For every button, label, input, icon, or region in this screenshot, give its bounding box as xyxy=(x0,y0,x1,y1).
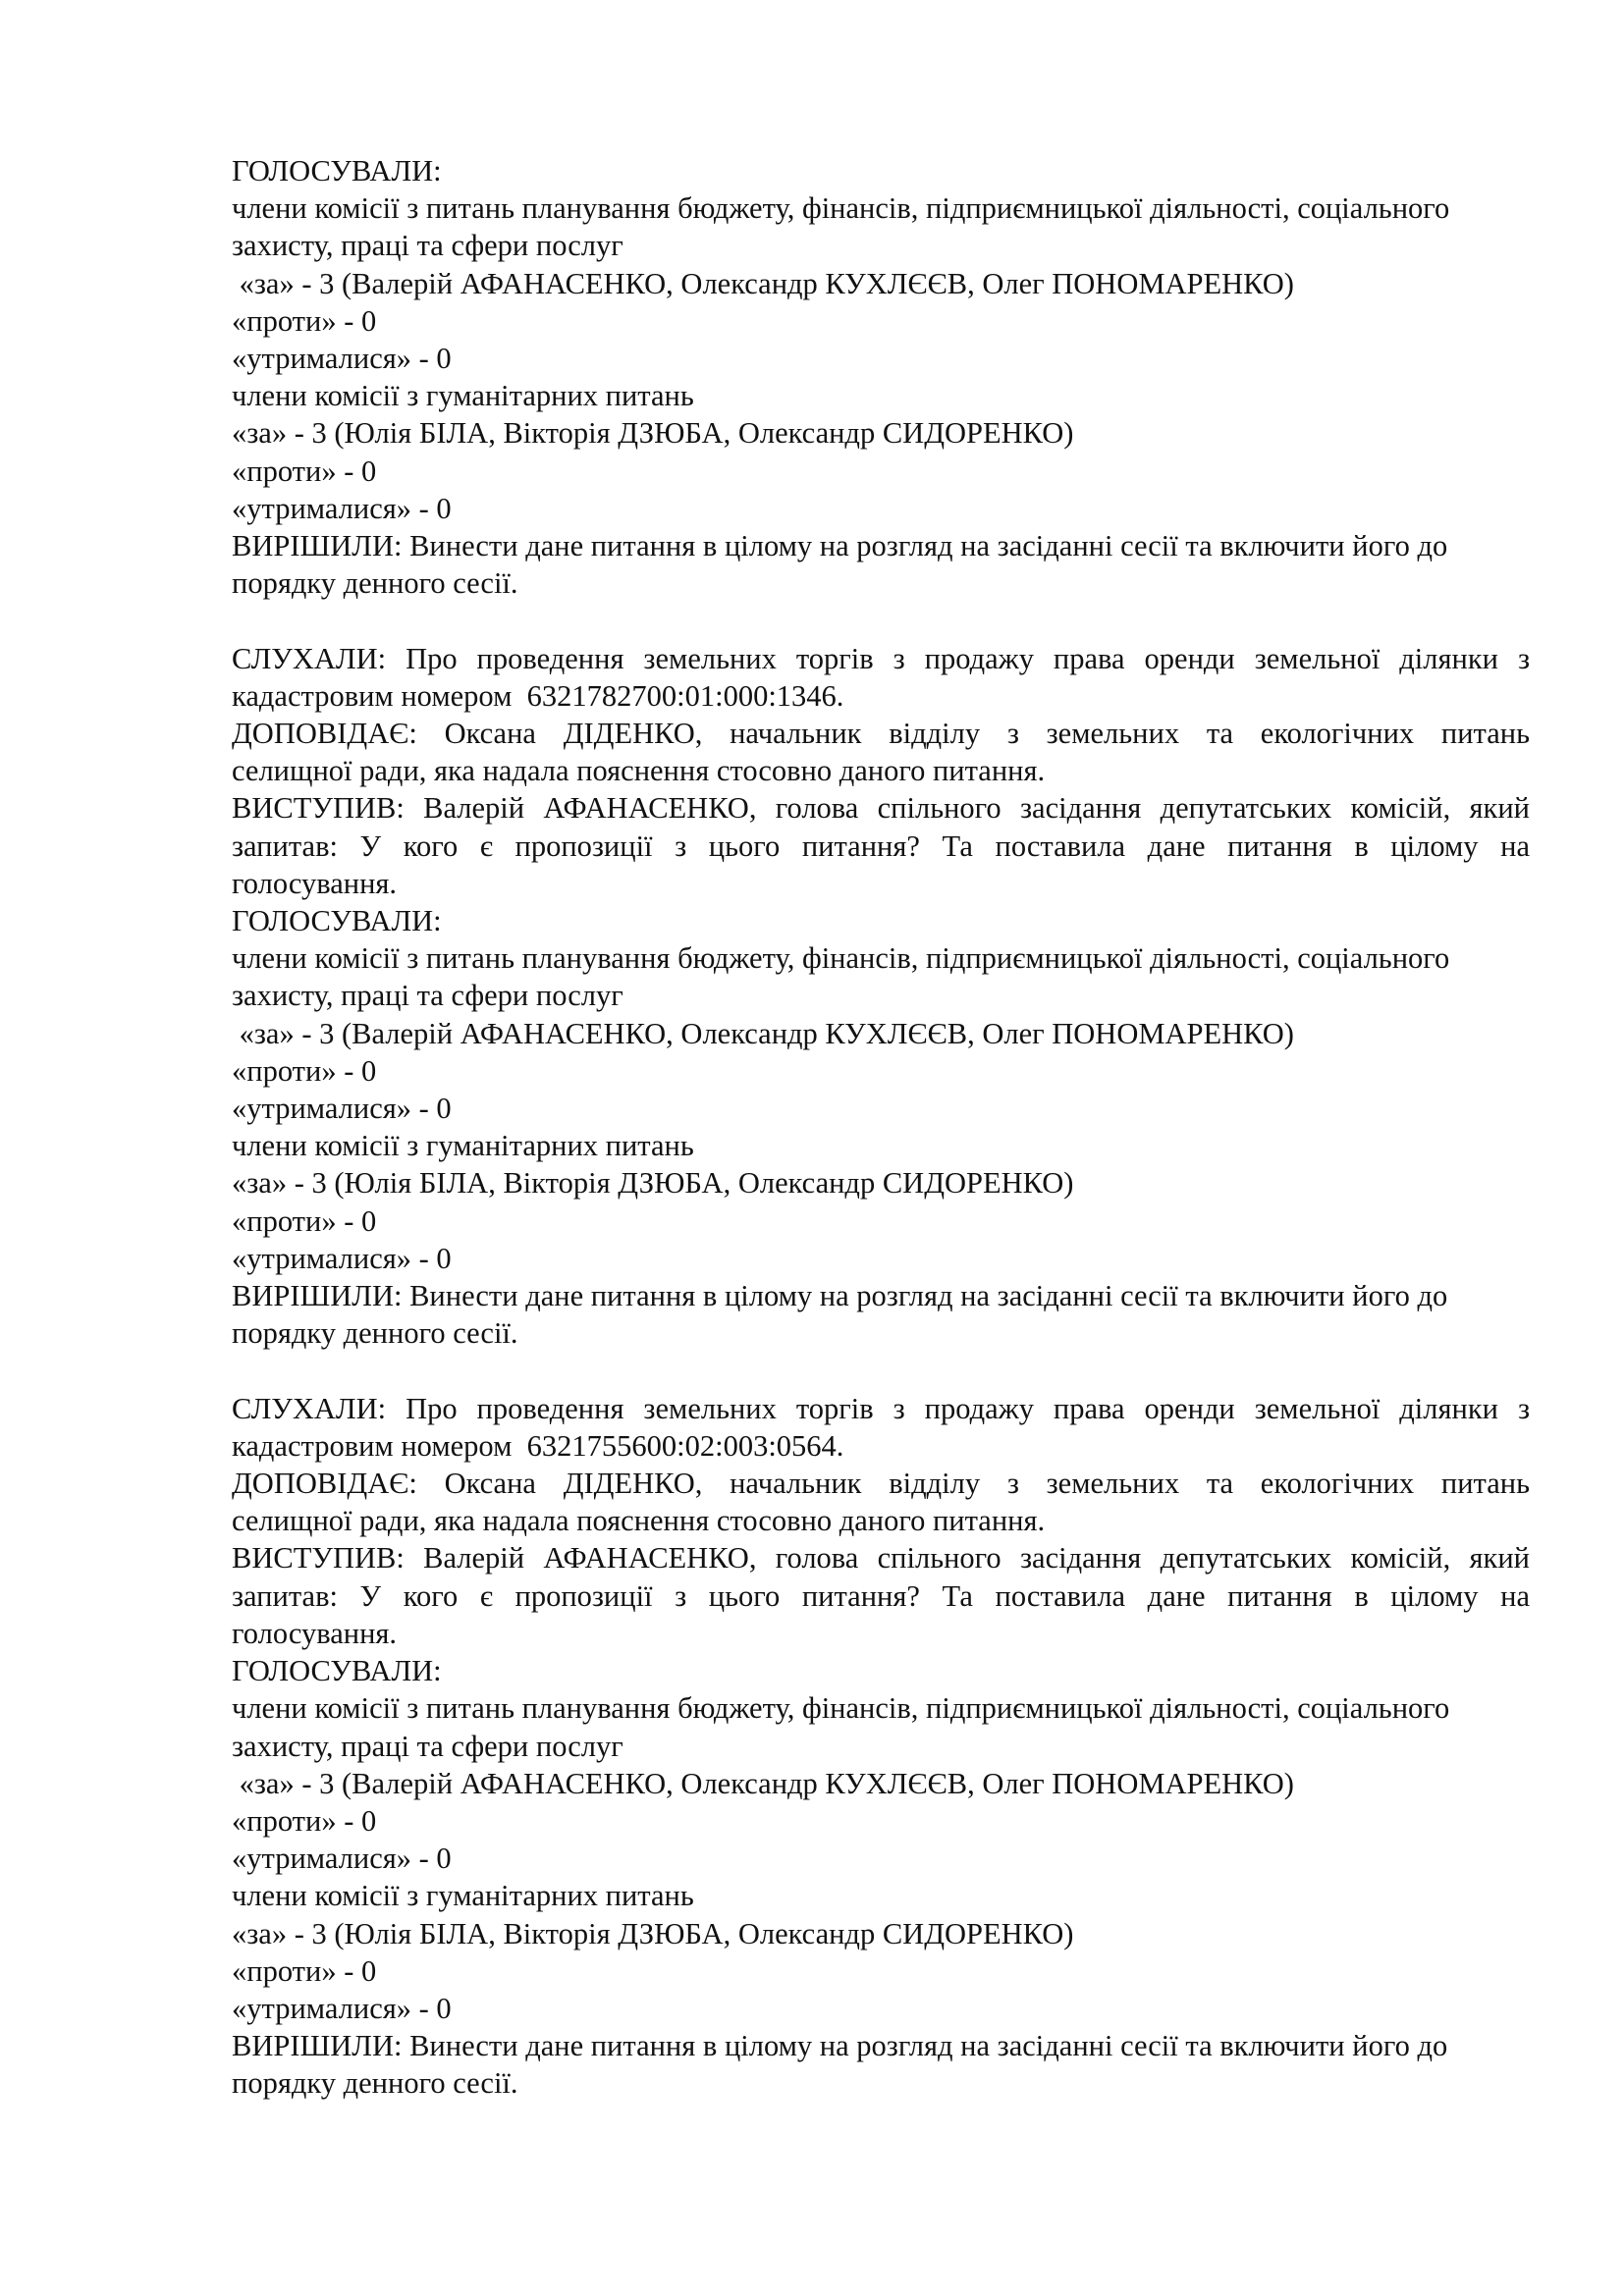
text-line: «утрималися» - 0 xyxy=(232,342,452,376)
text-line: селищної ради, яка надала пояснення стосовно даного питання. xyxy=(232,1504,1046,1538)
text-line: «утрималися» - 0 xyxy=(232,1092,452,1126)
text-line: члени комісії з питань планування бюджету, фінансів, підприємницької діяльності, соціального xyxy=(232,191,1450,226)
text-line: кадастровим номером 6321755600:02:003:0564. xyxy=(232,1428,844,1463)
text-line: порядку денного сесії. xyxy=(232,1316,518,1351)
agenda-section xyxy=(232,640,1530,1353)
text-line: «за» - 3 (Валерій АФАНАСЕНКО, Олександр КУХЛЄЄВ, Олег ПОНОМАРЕНКО) xyxy=(232,1766,1294,1800)
text-line: запитав: У кого є пропозиції з цього питання? Та поставила дане питання в цілому на xyxy=(232,1578,1530,1613)
text-line: голосування. xyxy=(232,866,398,900)
text-line: «за» - 3 (Юлія БІЛА, Вікторія ДЗЮБА, Олександр СИДОРЕНКО) xyxy=(232,1166,1074,1201)
paragraph-spacer xyxy=(232,1352,1530,1389)
text-line: порядку денного сесії. xyxy=(232,2066,518,2101)
text-line: «проти» - 0 xyxy=(232,1953,377,1988)
text-line: «проти» - 0 xyxy=(232,1803,377,1838)
text-line: ГОЛОСУВАЛИ: xyxy=(232,154,442,187)
text-line: «проти» - 0 xyxy=(232,1203,377,1238)
text-line: запитав: У кого є пропозиції з цього питання? Та поставила дане питання в цілому на xyxy=(232,828,1530,863)
text-line: «утрималися» - 0 xyxy=(232,1842,452,1876)
text-line: захисту, праці та сфери послуг xyxy=(232,979,623,1013)
text-line: ГОЛОСУВАЛИ: xyxy=(232,904,442,938)
text-line: порядку денного сесії. xyxy=(232,566,518,601)
paragraph-spacer xyxy=(232,602,1530,639)
text-line: «проти» - 0 xyxy=(232,1053,377,1088)
text-line: захисту, праці та сфери послуг xyxy=(232,229,623,263)
text-line: «за» - 3 (Юлія БІЛА, Вікторія ДЗЮБА, Олександр СИДОРЕНКО) xyxy=(232,416,1074,451)
text-line: ВИРІШИЛИ: Винести дане питання в цілому на розгляд на засіданні сесії та включити його до xyxy=(232,529,1448,563)
text-line: члени комісії з гуманітарних питань xyxy=(232,1879,694,1913)
text-line: «утрималися» - 0 xyxy=(232,491,452,525)
text-line: ВИРІШИЛИ: Винести дане питання в цілому на розгляд на засіданні сесії та включити його до xyxy=(232,2029,1448,2063)
text-line: члени комісії з гуманітарних питань xyxy=(232,1129,694,1163)
text-line: ВИСТУПИВ: Валерій АФАНАСЕНКО, голова спільного засідання депутатських комісій, який xyxy=(232,791,1530,826)
document-page xyxy=(232,152,1530,2103)
text-line: члени комісії з питань планування бюджету, фінансів, підприємницької діяльності, соціального xyxy=(232,1691,1450,1726)
text-line: ВИСТУПИВ: Валерій АФАНАСЕНКО, голова спільного засідання депутатських комісій, який xyxy=(232,1541,1530,1575)
agenda-section xyxy=(232,1390,1530,2103)
text-line: кадастровим номером 6321782700:01:000:1346. xyxy=(232,678,844,713)
text-line: «за» - 3 (Юлія БІЛА, Вікторія ДЗЮБА, Олександр СИДОРЕНКО) xyxy=(232,1916,1074,1950)
text-line: ДОПОВІДАЄ: Оксана ДІДЕНКО, начальник відділу з земельних та екологічних питань xyxy=(232,1467,1530,1501)
text-line: захисту, праці та сфери послуг xyxy=(232,1729,623,1763)
text-line: ДОПОВІДАЄ: Оксана ДІДЕНКО, начальник відділу з земельних та екологічних питань xyxy=(232,717,1530,751)
text-line: ГОЛОСУВАЛИ: xyxy=(232,1654,442,1688)
text-line: «за» - 3 (Валерій АФАНАСЕНКО, Олександр КУХЛЄЄВ, Олег ПОНОМАРЕНКО) xyxy=(232,266,1294,300)
text-line: СЛУХАЛИ: Про проведення земельних торгів з продажу права оренди земельної ділянки з xyxy=(232,1391,1530,1425)
text-line: селищної ради, яка надала пояснення стосовно даного питання. xyxy=(232,754,1046,788)
text-line: «утрималися» - 0 xyxy=(232,1241,452,1275)
text-line: голосування. xyxy=(232,1616,398,1650)
text-line: «за» - 3 (Валерій АФАНАСЕНКО, Олександр КУХЛЄЄВ, Олег ПОНОМАРЕНКО) xyxy=(232,1016,1294,1050)
text-line: «проти» - 0 xyxy=(232,454,377,488)
text-line: члени комісії з гуманітарних питань xyxy=(232,379,694,413)
agenda-section xyxy=(232,152,1530,602)
text-line: «утрималися» - 0 xyxy=(232,1991,452,2025)
text-line: члени комісії з питань планування бюджету, фінансів, підприємницької діяльності, соціального xyxy=(232,941,1450,976)
text-line: «проти» - 0 xyxy=(232,303,377,338)
text-line: СЛУХАЛИ: Про проведення земельних торгів з продажу права оренди земельної ділянки з xyxy=(232,641,1530,675)
text-line: ВИРІШИЛИ: Винести дане питання в цілому на розгляд на засіданні сесії та включити його до xyxy=(232,1279,1448,1313)
